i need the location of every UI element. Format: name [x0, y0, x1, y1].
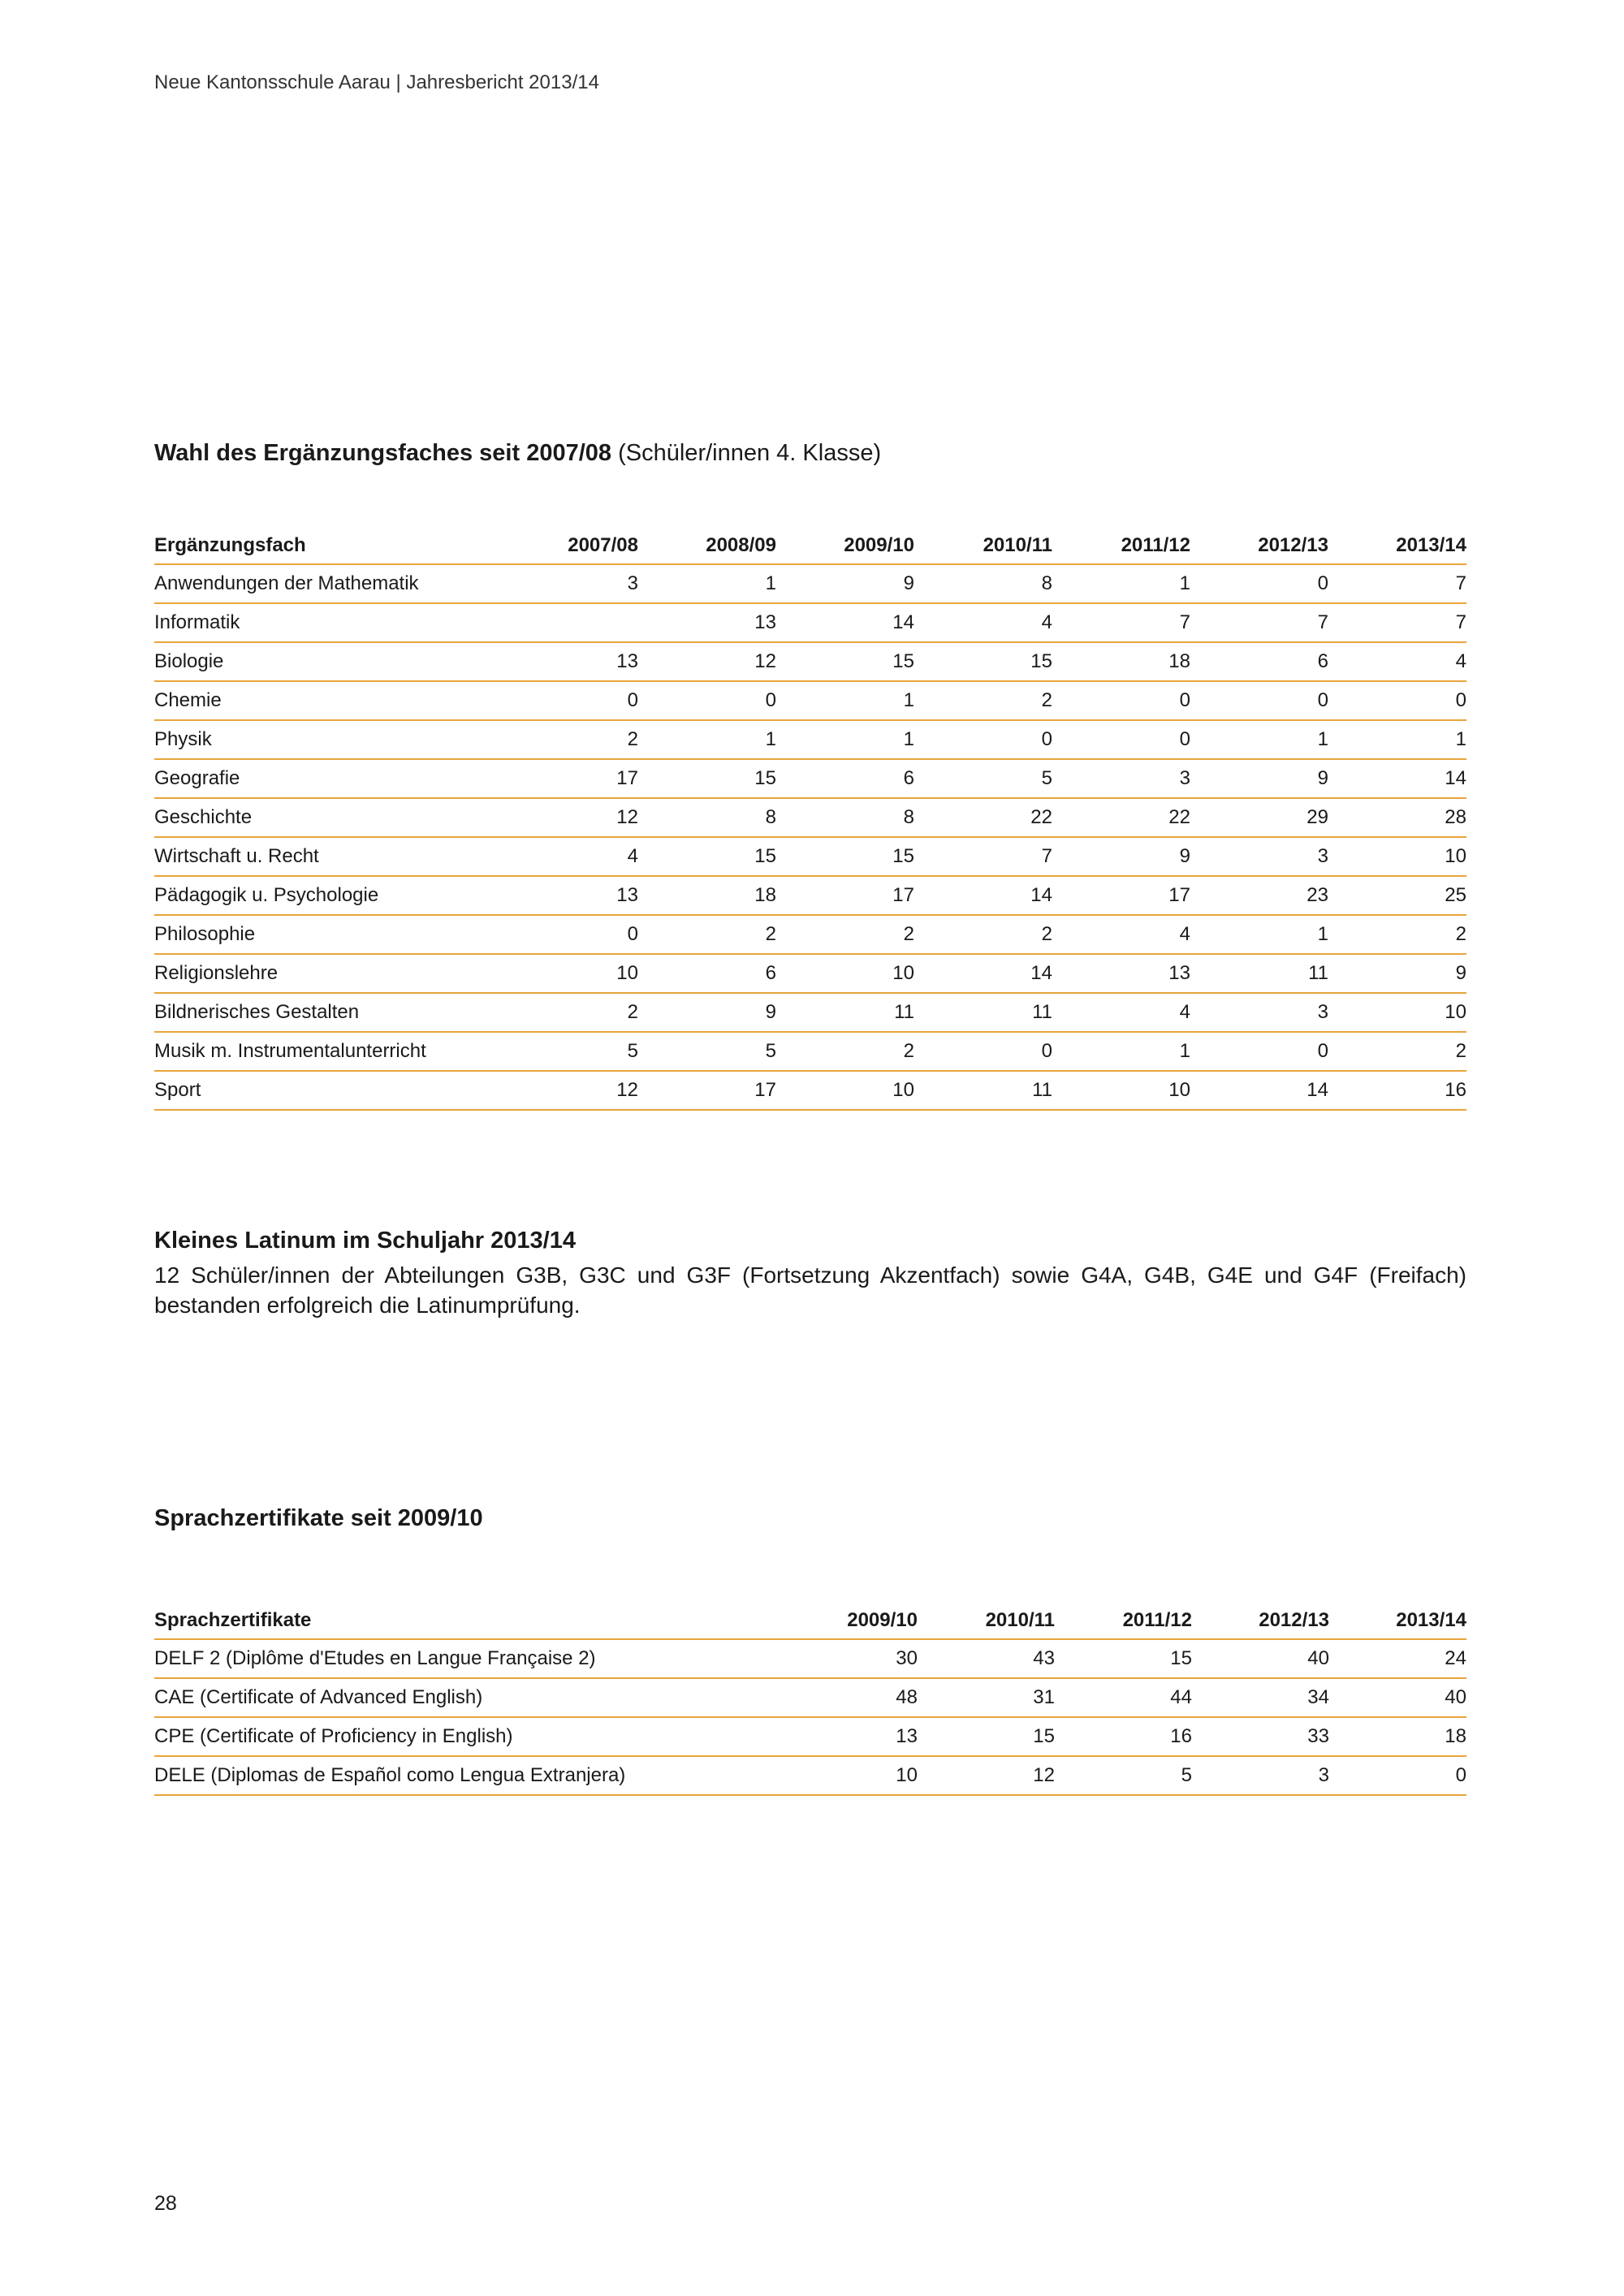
row-label: Wirtschaft u. Recht [154, 837, 500, 876]
table-row [154, 1717, 1466, 1756]
table-cell: 0 [1190, 564, 1328, 603]
table-row [154, 993, 1466, 1032]
table-cell: 14 [1328, 759, 1466, 798]
table-cell: 15 [638, 837, 776, 876]
table-row [154, 1678, 1466, 1717]
column-header: 2013/14 [1329, 1595, 1466, 1639]
table-cell: 3 [500, 564, 638, 603]
table-cell: 0 [914, 720, 1052, 759]
table-cell: 13 [500, 642, 638, 681]
table-cell: 3 [1190, 993, 1328, 1032]
table-cell: 4 [914, 603, 1052, 642]
table-cell: 3 [1052, 759, 1190, 798]
table-row [154, 642, 1466, 681]
row-label: CPE (Certificate of Proficiency in English) [154, 1717, 780, 1756]
table-cell: 9 [1190, 759, 1328, 798]
row-label: Informatik [154, 603, 500, 642]
table-cell: 4 [1052, 915, 1190, 954]
table-cell: 11 [914, 1071, 1052, 1110]
table-cell: 2 [776, 1032, 914, 1071]
table-cell: 0 [500, 681, 638, 720]
section-title-sprachzertifikate: Sprachzertifikate seit 2009/10 [154, 1505, 483, 1531]
table-cell: 13 [500, 876, 638, 915]
table-row [154, 915, 1466, 954]
table-cell: 12 [918, 1756, 1055, 1795]
table-cell: 16 [1328, 1071, 1466, 1110]
table-cell: 0 [1328, 681, 1466, 720]
table-cell: 1 [638, 720, 776, 759]
table-cell: 33 [1192, 1717, 1329, 1756]
table-cell: 1 [638, 564, 776, 603]
table-row [154, 798, 1466, 837]
table-cell: 31 [918, 1678, 1055, 1717]
table-cell: 6 [776, 759, 914, 798]
table-cell: 18 [638, 876, 776, 915]
table-cell: 1 [776, 681, 914, 720]
table-cell: 2 [914, 915, 1052, 954]
table-cell: 14 [776, 603, 914, 642]
table-cell: 9 [638, 993, 776, 1032]
table-cell: 43 [918, 1639, 1055, 1678]
table-cell: 30 [780, 1639, 918, 1678]
table-cell: 23 [1190, 876, 1328, 915]
table-cell: 13 [638, 603, 776, 642]
row-label: Geschichte [154, 798, 500, 837]
table-cell: 7 [1328, 564, 1466, 603]
table-cell: 22 [1052, 798, 1190, 837]
column-header: 2011/12 [1055, 1595, 1192, 1639]
column-header: 2012/13 [1190, 520, 1328, 564]
table-cell: 15 [776, 642, 914, 681]
table-cell: 10 [1052, 1071, 1190, 1110]
table-cell: 40 [1329, 1678, 1466, 1717]
page-number: 28 [154, 2192, 177, 2215]
table-cell: 18 [1329, 1717, 1466, 1756]
table-cell: 29 [1190, 798, 1328, 837]
table-cell: 3 [1192, 1756, 1329, 1795]
table-row [154, 954, 1466, 993]
row-label: Bildnerisches Gestalten [154, 993, 500, 1032]
table-cell: 1 [1190, 720, 1328, 759]
table-cell: 10 [776, 1071, 914, 1110]
table-cell: 2 [1328, 1032, 1466, 1071]
table-cell: 40 [1192, 1639, 1329, 1678]
table-row [154, 603, 1466, 642]
column-header: 2011/12 [1052, 520, 1190, 564]
table-cell: 5 [1055, 1756, 1192, 1795]
table-cell: 28 [1328, 798, 1466, 837]
table-cell: 10 [1328, 837, 1466, 876]
table-cell: 1 [776, 720, 914, 759]
table-cell: 7 [1328, 603, 1466, 642]
column-header: 2012/13 [1192, 1595, 1329, 1639]
table-cell: 11 [914, 993, 1052, 1032]
table-cell: 8 [914, 564, 1052, 603]
table-cell: 0 [1190, 1032, 1328, 1071]
table-cell: 5 [914, 759, 1052, 798]
title-subtitle: (Schüler/innen 4. Klasse) [618, 440, 882, 466]
table-row [154, 837, 1466, 876]
table-cell: 11 [776, 993, 914, 1032]
table-cell: 9 [1052, 837, 1190, 876]
table-row [154, 681, 1466, 720]
table-cell: 25 [1328, 876, 1466, 915]
table-cell: 1 [1190, 915, 1328, 954]
ergaenzungsfach-table [154, 520, 1466, 1111]
table-cell: 7 [1052, 603, 1190, 642]
table-cell: 16 [1055, 1717, 1192, 1756]
table-cell: 17 [776, 876, 914, 915]
table-cell: 0 [638, 681, 776, 720]
section-title-latinum: Kleines Latinum im Schuljahr 2013/14 [154, 1228, 576, 1254]
row-label: Philosophie [154, 915, 500, 954]
table-cell: 4 [1328, 642, 1466, 681]
table-cell: 1 [1052, 564, 1190, 603]
row-label: Musik m. Instrumentalunterricht [154, 1032, 500, 1071]
table-cell: 17 [500, 759, 638, 798]
table-cell: 15 [638, 759, 776, 798]
table-cell: 10 [1328, 993, 1466, 1032]
table-cell: 0 [500, 915, 638, 954]
table-cell: 15 [776, 837, 914, 876]
table-cell: 2 [500, 720, 638, 759]
column-header: Ergänzungsfach [154, 520, 500, 564]
row-label: Sport [154, 1071, 500, 1110]
table-cell: 22 [914, 798, 1052, 837]
table-cell: 12 [500, 1071, 638, 1110]
table-cell: 8 [638, 798, 776, 837]
table-row [154, 876, 1466, 915]
table-cell: 17 [638, 1071, 776, 1110]
table-cell: 13 [1052, 954, 1190, 993]
row-label: Religionslehre [154, 954, 500, 993]
table-cell: 1 [1328, 720, 1466, 759]
table-row [154, 1071, 1466, 1110]
row-label: DELF 2 (Diplôme d'Etudes en Langue Française 2) [154, 1639, 780, 1678]
table-cell: 2 [776, 915, 914, 954]
table-cell: 6 [638, 954, 776, 993]
table-cell: 9 [1328, 954, 1466, 993]
table-cell: 0 [1052, 681, 1190, 720]
table-cell: 15 [918, 1717, 1055, 1756]
table-cell: 5 [638, 1032, 776, 1071]
table-cell: 2 [500, 993, 638, 1032]
table-row [154, 1639, 1466, 1678]
table-cell: 14 [1190, 1071, 1328, 1110]
table-cell: 15 [1055, 1639, 1192, 1678]
table-cell: 14 [914, 954, 1052, 993]
table-cell: 4 [1052, 993, 1190, 1032]
column-header: 2013/14 [1328, 520, 1466, 564]
table-row [154, 1756, 1466, 1795]
table-cell: 4 [500, 837, 638, 876]
table-cell: 15 [914, 642, 1052, 681]
column-header: Sprachzertifikate [154, 1595, 780, 1639]
table-cell: 1 [1052, 1032, 1190, 1071]
column-header: 2010/11 [914, 520, 1052, 564]
row-label: Geografie [154, 759, 500, 798]
table-cell: 5 [500, 1032, 638, 1071]
title-text: Wahl des Ergänzungsfaches seit 2007/08 [154, 440, 612, 466]
table-cell: 24 [1329, 1639, 1466, 1678]
table-cell [500, 603, 638, 642]
table-row [154, 1032, 1466, 1071]
table-cell: 48 [780, 1678, 918, 1717]
table-cell: 3 [1190, 837, 1328, 876]
table-cell: 10 [500, 954, 638, 993]
row-label: CAE (Certificate of Advanced English) [154, 1678, 780, 1717]
row-label: DELE (Diplomas de Español como Lengua Extranjera) [154, 1756, 780, 1795]
table-cell: 0 [1052, 720, 1190, 759]
table-row [154, 564, 1466, 603]
table-cell: 10 [780, 1756, 918, 1795]
column-header: 2009/10 [780, 1595, 918, 1639]
table-cell: 2 [1328, 915, 1466, 954]
table-row [154, 759, 1466, 798]
table-cell: 12 [500, 798, 638, 837]
table-cell: 13 [780, 1717, 918, 1756]
row-label: Pädagogik u. Psychologie [154, 876, 500, 915]
table-cell: 9 [776, 564, 914, 603]
table-cell: 10 [776, 954, 914, 993]
column-header: 2008/09 [638, 520, 776, 564]
column-header: 2007/08 [500, 520, 638, 564]
row-label: Anwendungen der Mathematik [154, 564, 500, 603]
table-cell: 6 [1190, 642, 1328, 681]
table-cell: 7 [914, 837, 1052, 876]
table-cell: 2 [638, 915, 776, 954]
latinum-paragraph: 12 Schüler/innen der Abteilungen G3B, G3C und G3F (Fortsetzung Akzentfach) sowie G4A, G4B, G4E und G4F (Freifach) bestanden erfolgreich die Latinumprüfung. [154, 1262, 1466, 1318]
running-header: Neue Kantonsschule Aarau | Jahresbericht 2013/14 [154, 71, 599, 93]
row-label: Chemie [154, 681, 500, 720]
column-header: 2009/10 [776, 520, 914, 564]
table-cell: 11 [1190, 954, 1328, 993]
table-row [154, 720, 1466, 759]
table-cell: 14 [914, 876, 1052, 915]
column-header: 2010/11 [918, 1595, 1055, 1639]
row-label: Physik [154, 720, 500, 759]
section-title-ergaenzungsfach [154, 440, 881, 467]
table-cell: 7 [1190, 603, 1328, 642]
table-cell: 34 [1192, 1678, 1329, 1717]
table-cell: 0 [1190, 681, 1328, 720]
table-cell: 0 [1329, 1756, 1466, 1795]
table-cell: 0 [914, 1032, 1052, 1071]
row-label: Biologie [154, 642, 500, 681]
sprachzertifikate-table [154, 1595, 1466, 1796]
table-cell: 2 [914, 681, 1052, 720]
table-cell: 18 [1052, 642, 1190, 681]
table-cell: 44 [1055, 1678, 1192, 1717]
table-cell: 8 [776, 798, 914, 837]
table-cell: 12 [638, 642, 776, 681]
table-cell: 17 [1052, 876, 1190, 915]
